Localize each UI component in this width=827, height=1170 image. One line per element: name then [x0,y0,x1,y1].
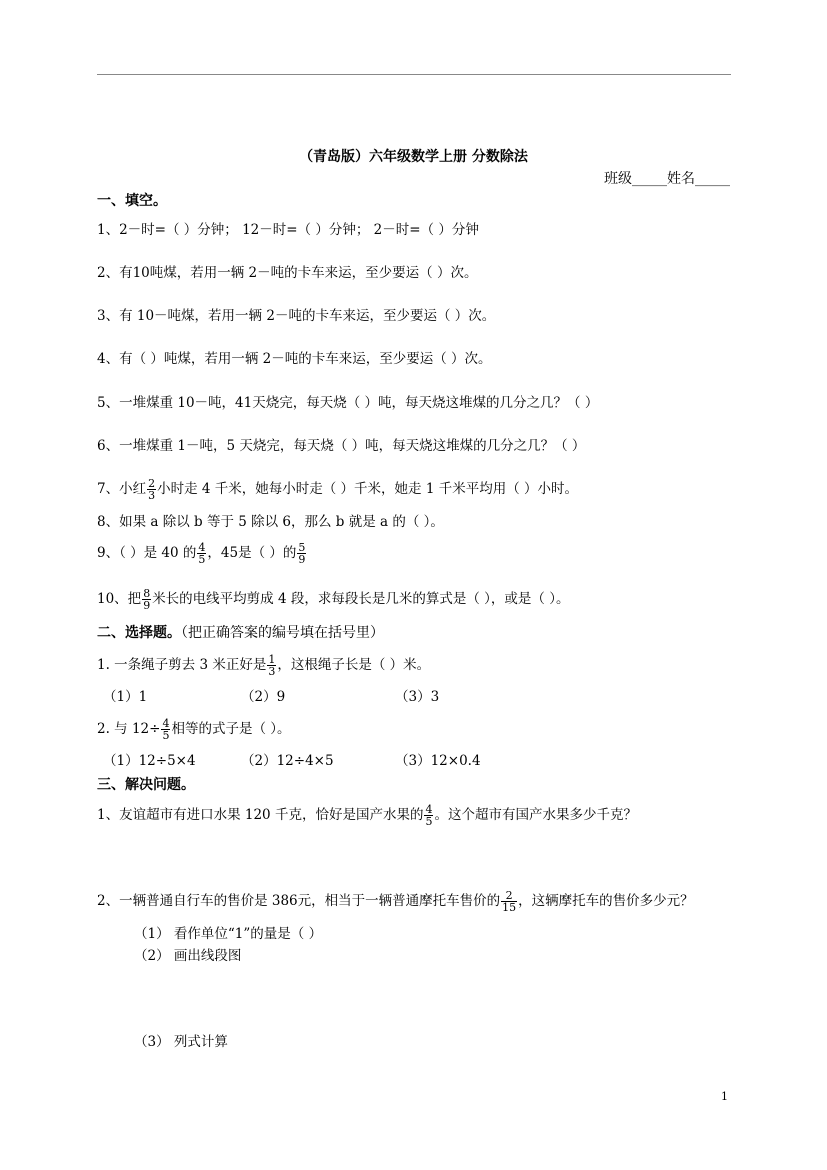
question-text: ，这根绳子长是（ ）米。 [277,657,431,673]
fill-question-6: 6、一堆煤重 1－吨，5 天烧完，每天烧（ ）吨，每天烧这堆煤的几分之几？（ ） [97,438,586,454]
question-text: 7、小红 [97,481,147,497]
fraction [297,542,306,565]
fraction-denominator: 5 [162,729,170,742]
question-text: ，这辆摩托车的售价多少元？ [518,893,694,909]
class-name-field: 班级_____姓名_____ [604,171,730,187]
fraction [197,542,206,565]
question-text: 1、友谊超市有进口水果 120 千克，恰好是国产水果的 [97,807,424,823]
choice-1-option-2: （2）9 [241,689,286,705]
fill-question-7 [97,474,578,504]
fill-question-8: 8、如果 a 除以 b 等于 5 除以 6，那么 b 就是 a 的（ ）。 [97,514,444,530]
question-text: 2、一辆普通自行车的售价是 386元，相当于一辆普通摩托车售价的 [97,893,501,909]
section-note: （把正确答案的编号填在括号里） [181,625,384,641]
fraction-denominator: 15 [502,901,517,914]
question-text: 米长的电线平均剪成 4 段，求每段长是几米的算式是（ ），或是（ ）。 [152,591,570,607]
fill-question-5: 5、一堆煤重 10－吨，41天烧完，每天烧（ ）吨，每天烧这堆煤的几分之几？（ ） [97,395,599,411]
fraction-denominator: 9 [143,599,151,612]
question-text: 小时走 4 千米，她每小时走（ ）千米，她走 1 千米平均用（ ）小时。 [157,481,579,497]
choice-1-option-1: （1）1 [103,689,148,705]
solve-problem-2 [97,886,694,916]
choice-question-1 [97,650,430,680]
choice-2-option-2: （2）12÷4×5 [241,753,334,769]
solve-problem-1 [97,800,637,830]
fraction-numerator: 2 [501,890,517,902]
question-text: 9、（ ）是 40 的 [97,545,197,561]
fraction [142,588,151,611]
fill-question-4: 4、有（ ）吨煤，若用一辆 2－吨的卡车来运，至少要运（ ）次。 [97,351,492,367]
fraction-denominator: 9 [298,553,306,566]
section-solve: 三、解决问题。 [97,777,195,793]
fraction [267,654,276,677]
fraction [161,718,170,741]
solve-problem-2-step-3: （3） 列式计算 [134,1034,228,1050]
fraction [501,890,517,913]
fill-question-1: 1、2－时=（ ）分钟； 12－时=（ ）分钟； 2－时=（ ）分钟 [97,222,479,238]
fraction-denominator: 5 [198,553,206,566]
fraction [147,478,156,501]
fraction-numerator: 2 [148,477,156,490]
choice-2-option-3: （3）12×0.4 [395,753,481,769]
solve-problem-2-step-1: （1） 看作单位“1”的量是（ ） [134,926,323,942]
fill-question-3: 3、有 10－吨煤，若用一辆 2－吨的卡车来运，至少要运（ ）次。 [97,308,496,324]
choice-1-option-3: （3）3 [395,689,440,705]
fraction-denominator: 3 [148,489,156,502]
fraction-numerator: 4 [198,541,206,554]
header-rule [97,74,731,75]
fraction-numerator: 5 [298,541,306,554]
question-text: 相等的式子是（ ）。 [171,721,291,737]
fraction-denominator: 5 [425,815,433,828]
choice-question-2 [97,714,291,744]
fill-question-9 [97,538,307,568]
fraction-denominator: 3 [268,665,276,678]
solve-problem-2-step-2: （2） 画出线段图 [134,948,242,964]
fill-question-2: 2、有10吨煤，若用一辆 2－吨的卡车来运，至少要运（ ）次。 [97,265,478,281]
section-heading: 二、选择题。 [97,625,181,641]
choice-2-option-1: （1）12÷5×4 [103,753,196,769]
fraction-numerator: 4 [162,717,170,730]
page-number: 1 [721,1090,728,1103]
question-text: 10、把 [97,591,142,607]
section-choice [97,622,384,642]
question-text: ，45是（ ）的 [207,545,297,561]
fraction-numerator: 8 [143,587,151,600]
fraction [424,804,433,827]
fraction-numerator: 1 [268,653,276,666]
question-text: 1. 一条绳子剪去 3 米正好是 [97,657,267,673]
page-title: （青岛版）六年级数学上册 分数除法 [299,149,528,165]
question-text: 2. 与 12÷ [97,721,161,737]
fraction-numerator: 4 [425,803,433,816]
question-text: 。这个超市有国产水果多少千克？ [434,807,637,823]
section-fill-in: 一、填空。 [97,193,167,209]
fill-question-10 [97,584,569,614]
